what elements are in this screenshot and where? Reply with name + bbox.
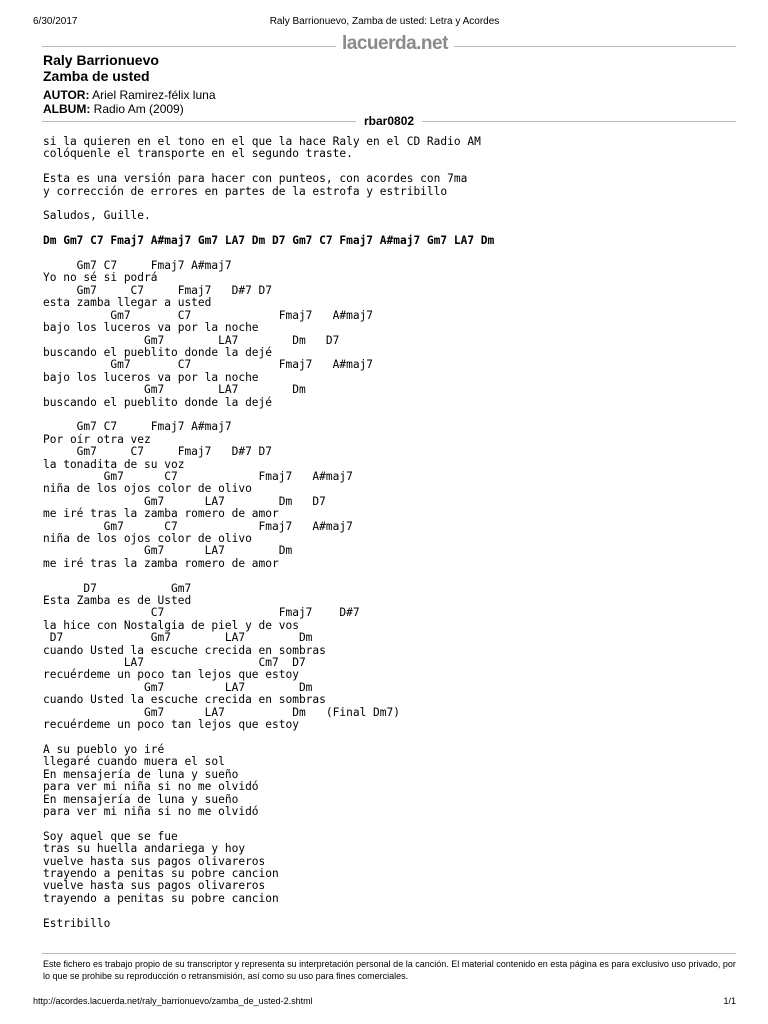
copyright-disclaimer: Este fichero es trabajo propio de su transcriptor y representa su interpretación personal de la canción. El material contenido en esta página es para exclusivo uso privado, por lo que se prohibe su reproducción o retransmisión, así como su uso para fines comerciales. xyxy=(43,959,736,981)
song-body xyxy=(43,136,494,930)
artist-name: Raly Barrionuevo xyxy=(43,52,159,68)
intro-text: si la quieren en el tono en el que la hace Raly en el CD Radio AM colóquenle el transporte en el segundo traste. Esta es una versión para hacer con punteos, con acordes con 7ma y corrección de errores en partes de la estrofa y estribillo Saludos, Guille. xyxy=(43,135,481,223)
page-number: 1/1 xyxy=(723,996,736,1006)
song-header xyxy=(43,52,216,116)
transcriber-name[interactable]: rbar0802 xyxy=(356,114,422,128)
album-value: Radio Am (2009) xyxy=(93,102,184,116)
footer-divider xyxy=(42,953,736,954)
site-logo[interactable] xyxy=(336,33,454,55)
author-label: AUTOR: xyxy=(43,88,90,102)
author-line xyxy=(43,88,216,102)
album-label: ALBUM: xyxy=(43,102,91,116)
album-line xyxy=(43,102,216,116)
lyrics-with-chords: Gm7 C7 Fmaj7 A#maj7 Yo no sé si podrá Gm7 C7 Fmaj7 D#7 D7 esta zamba llegar a usted Gm7 C7 Fmaj7 A#maj7 bajo los luceros va por la noche Gm7 LA7 Dm D7 buscando el pueblito donde la dejé Gm7 C7 Fmaj7 A#maj7 bajo los luceros va por la noche Gm7 LA7 Dm buscando el pueblito donde la dejé Gm7 C7 Fmaj7 A#maj7 Por oír otra vez Gm7 C7 Fmaj7 D#7 D7 la tonadita de su voz Gm7 C7 Fmaj7 A#maj7 niña de los ojos color de olivo Gm7 LA7 Dm D7 me iré tras la zamba romero de amor Gm7 C7 Fmaj7 A#maj7 niña de los ojos color de olivo Gm7 LA7 Dm me iré tras la zamba romero de amor D7 Gm7 Esta Zamba es de Usted C7 Fmaj7 D#7 la hice con Nostalgia de piel y de vos D7 Gm7 LA7 Dm cuando Usted la escuche crecida en sombras LA7 Cm7 D7 recuérdeme un poco tan lejos que estoy Gm7 LA7 Dm cuando Usted la escuche crecida en sombras Gm7 LA7 Dm (Final Dm7) recuérdeme un poco tan lejos que estoy A su pueblo yo iré llegaré cuando muera el sol En mensajería de luna y sueño para ver mi niña si no me olvidó En mensajería de luna y sueño para ver mi niña si no me olvidó Soy aquel que se fue tras su huella andariega y hoy vuelve hasta sus pagos olivareros trayendo a penitas su pobre cancion vuelve hasta sus pagos olivareros trayendo a penitas su pobre cancion Estribillo xyxy=(43,259,400,930)
chord-progression: Dm Gm7 C7 Fmaj7 A#maj7 Gm7 LA7 Dm D7 Gm7 C7 Fmaj7 A#maj7 Gm7 LA7 Dm xyxy=(43,234,495,248)
page-url[interactable]: http://acordes.lacuerda.net/raly_barrionuevo/zamba_de_usted-2.shtml xyxy=(33,996,313,1006)
song-title: Zamba de usted xyxy=(43,68,150,84)
author-value: Ariel Ramirez-félix luna xyxy=(92,88,216,102)
site-logo-text: lacuerda.net xyxy=(342,33,448,54)
print-date: 6/30/2017 xyxy=(33,16,78,27)
print-header xyxy=(33,16,736,30)
print-page-title: Raly Barrionuevo, Zamba de usted: Letra y Acordes xyxy=(269,16,500,27)
